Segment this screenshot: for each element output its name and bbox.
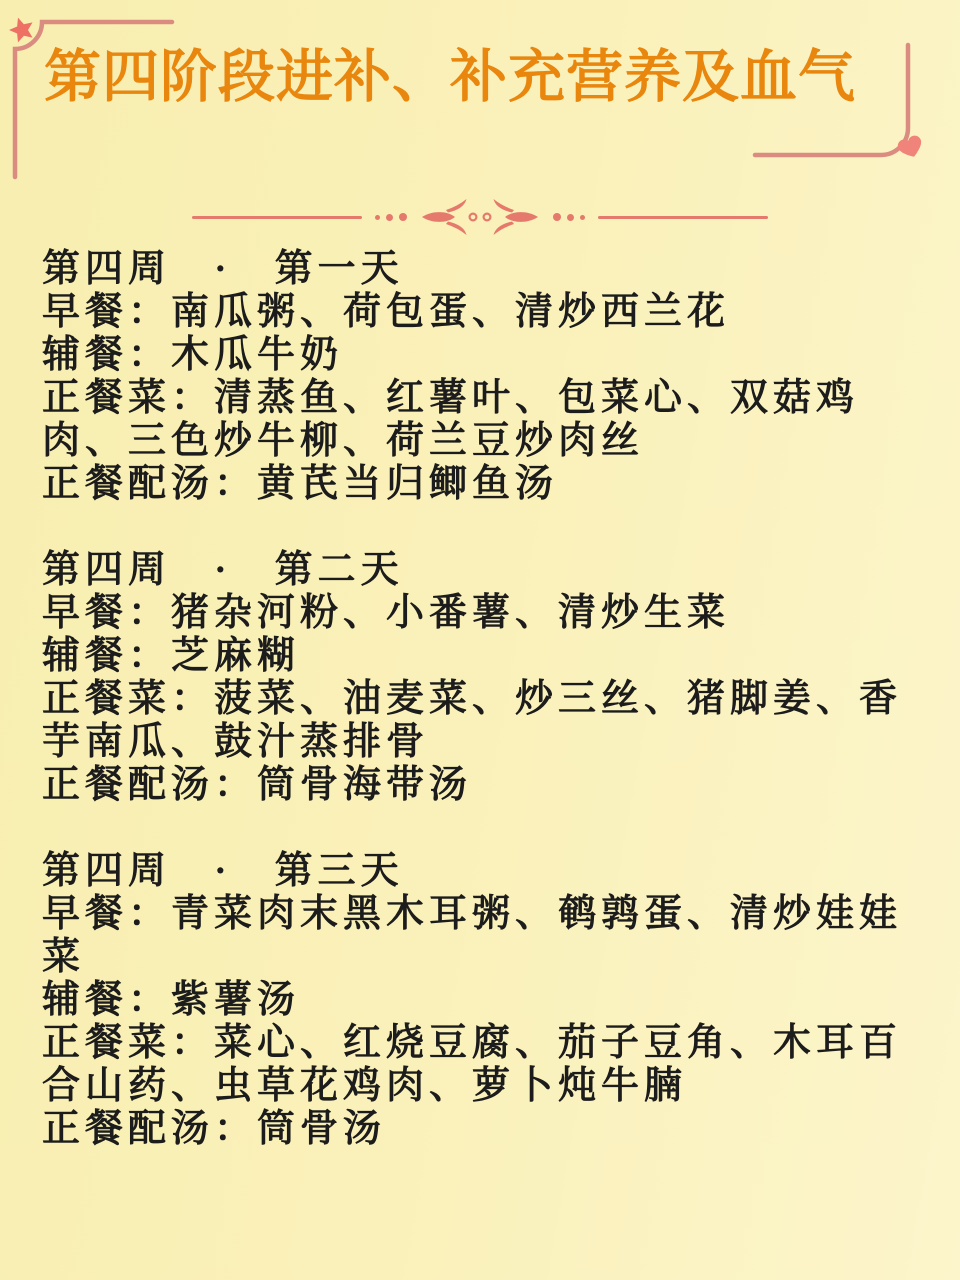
meal-label: 正餐菜： [42, 678, 215, 720]
day-section-3 [42, 850, 932, 1151]
meal-line-dinner-soup [42, 764, 932, 807]
heart-icon [896, 134, 925, 161]
meal-value: 菜心、红烧豆腐、茄子豆角、木耳百合山药、虫草花鸡肉、萝卜炖牛腩 [42, 1022, 903, 1107]
meal-plan [42, 248, 932, 1194]
divider-line-left [192, 216, 362, 219]
meal-line-dinner-dishes [42, 678, 932, 764]
meal-label: 正餐菜： [42, 377, 215, 419]
meal-label: 早餐： [42, 893, 172, 935]
meal-label: 辅餐： [42, 979, 172, 1021]
meal-label: 正餐配汤： [42, 463, 258, 505]
day-heading: 第四周 · 第二天 [42, 549, 404, 591]
meal-line-dinner-dishes [42, 1022, 932, 1108]
meal-line-dinner-dishes [42, 377, 932, 463]
divider-dots-left [375, 213, 407, 221]
meal-value: 筒骨汤 [257, 1108, 387, 1150]
day-heading: 第四周 · 第三天 [42, 850, 404, 892]
meal-line-snack [42, 979, 932, 1022]
meal-value: 芝麻糊 [171, 635, 301, 677]
meal-label: 正餐配汤： [42, 1108, 258, 1150]
meal-value: 南瓜粥、荷包蛋、清炒西兰花 [171, 291, 731, 333]
meal-value: 菠菜、油麦菜、炒三丝、猪脚姜、香芋南瓜、鼓汁蒸排骨 [42, 678, 903, 763]
divider-line-right [598, 216, 768, 219]
day-section-2 [42, 549, 932, 807]
divider-dots-right [553, 213, 585, 221]
page-title: 第四阶段进补、补充营养及血气 [44, 46, 856, 109]
divider [0, 197, 960, 237]
meal-line-snack [42, 334, 932, 377]
meal-line-breakfast [42, 291, 932, 334]
star-icon [6, 14, 37, 44]
meal-line-dinner-soup [42, 1108, 932, 1151]
meal-value: 清蒸鱼、红薯叶、包菜心、双菇鸡肉、三色炒牛柳、荷兰豆炒肉丝 [42, 377, 860, 462]
meal-line-dinner-soup [42, 463, 932, 506]
meal-line-breakfast [42, 592, 932, 635]
day-heading: 第四周 · 第一天 [42, 248, 404, 290]
meal-value: 青菜肉末黑木耳粥、鹌鹑蛋、清炒娃娃菜 [42, 893, 903, 978]
meal-label: 早餐： [42, 592, 172, 634]
meal-value: 猪杂河粉、小番薯、清炒生菜 [171, 592, 731, 634]
day-section-1 [42, 248, 932, 506]
meal-line-breakfast [42, 893, 932, 979]
fleur-ornament-icon [420, 197, 540, 237]
meal-label: 早餐： [42, 291, 172, 333]
meal-value: 紫薯汤 [171, 979, 301, 1021]
meal-value: 木瓜牛奶 [171, 334, 344, 376]
meal-label: 正餐配汤： [42, 764, 258, 806]
meal-value: 黄芪当归鲫鱼汤 [257, 463, 559, 505]
meal-label: 辅餐： [42, 635, 172, 677]
meal-label: 辅餐： [42, 334, 172, 376]
meal-line-snack [42, 635, 932, 678]
meal-label: 正餐菜： [42, 1022, 215, 1064]
meal-value: 筒骨海带汤 [257, 764, 473, 806]
